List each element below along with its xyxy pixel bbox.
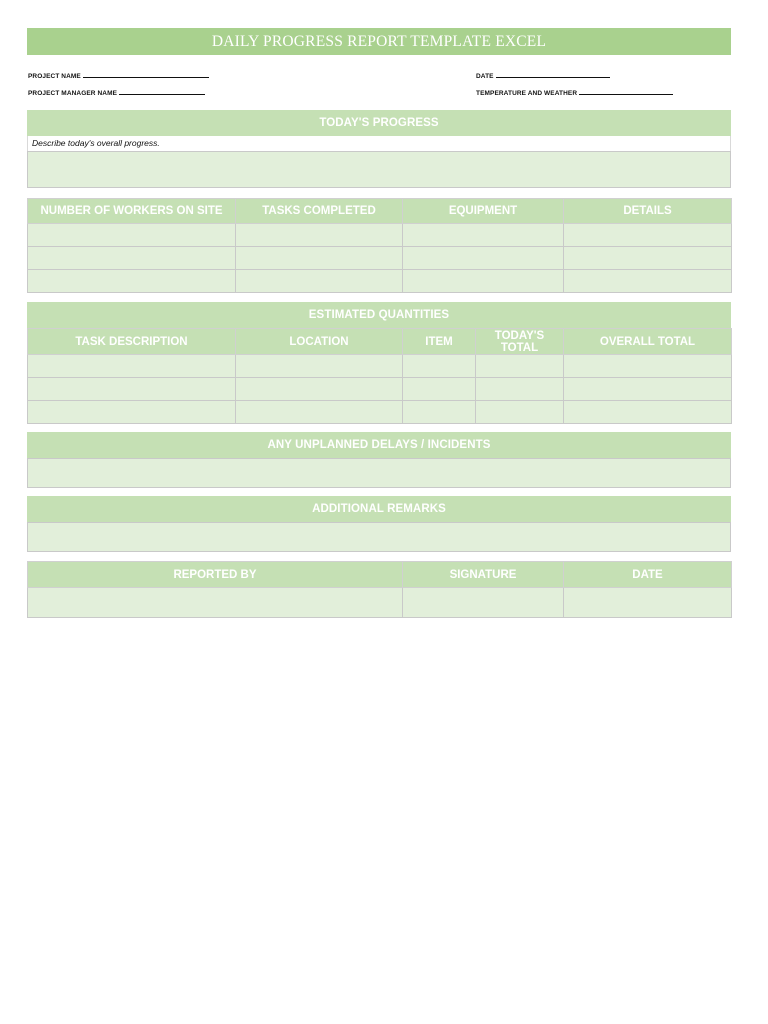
table-cell[interactable] bbox=[564, 224, 732, 247]
table-cell[interactable] bbox=[403, 247, 564, 270]
table-cell[interactable] bbox=[564, 401, 732, 424]
table-cell[interactable] bbox=[403, 378, 476, 401]
project-manager-field[interactable] bbox=[28, 88, 205, 97]
col-signature: SIGNATURE bbox=[403, 562, 564, 588]
table-cell[interactable] bbox=[403, 224, 564, 247]
col-task-description: TASK DESCRIPTION bbox=[28, 329, 236, 355]
estimated-quantities-header: ESTIMATED QUANTITIES bbox=[27, 302, 731, 328]
table-cell[interactable] bbox=[28, 355, 236, 378]
col-tasks-completed: TASKS COMPLETED bbox=[236, 199, 403, 224]
estimated-quantities-table bbox=[27, 328, 732, 424]
table-cell[interactable] bbox=[236, 224, 403, 247]
estimated-quantities-section bbox=[27, 302, 731, 424]
report-title: DAILY PROGRESS REPORT TEMPLATE EXCEL bbox=[27, 28, 731, 55]
table-row bbox=[28, 588, 732, 618]
table-cell[interactable] bbox=[564, 355, 732, 378]
project-name-blank[interactable] bbox=[83, 71, 209, 78]
todays-progress-header: TODAY'S PROGRESS bbox=[27, 110, 731, 136]
table-cell[interactable] bbox=[476, 378, 564, 401]
weather-blank[interactable] bbox=[579, 88, 673, 95]
todays-progress-section bbox=[27, 110, 731, 188]
table-row bbox=[28, 270, 732, 293]
table-cell[interactable] bbox=[564, 270, 732, 293]
signoff-table bbox=[27, 561, 732, 618]
date-label: DATE bbox=[476, 73, 494, 80]
table-cell[interactable] bbox=[236, 378, 403, 401]
project-manager-label: PROJECT MANAGER NAME bbox=[28, 90, 118, 97]
col-overall-total: OVERALL TOTAL bbox=[564, 329, 732, 355]
project-name-label: PROJECT NAME bbox=[28, 73, 81, 80]
remarks-input[interactable] bbox=[27, 522, 731, 552]
col-equipment: EQUIPMENT bbox=[403, 199, 564, 224]
table-cell[interactable] bbox=[403, 401, 476, 424]
delays-section bbox=[27, 432, 731, 488]
table-cell[interactable] bbox=[28, 378, 236, 401]
table-cell[interactable] bbox=[28, 247, 236, 270]
table-cell[interactable] bbox=[236, 355, 403, 378]
table-cell[interactable] bbox=[564, 378, 732, 401]
date-field[interactable] bbox=[476, 71, 610, 80]
table-cell[interactable] bbox=[476, 355, 564, 378]
table-cell[interactable] bbox=[564, 247, 732, 270]
date-blank[interactable] bbox=[496, 71, 610, 78]
project-manager-blank[interactable] bbox=[119, 88, 205, 95]
col-workers: NUMBER OF WORKERS ON SITE bbox=[28, 199, 236, 224]
col-signoff-date: DATE bbox=[564, 562, 732, 588]
workers-table bbox=[27, 198, 732, 293]
table-row bbox=[28, 224, 732, 247]
reported-by-input[interactable] bbox=[28, 588, 403, 618]
progress-description-input[interactable] bbox=[27, 151, 731, 188]
table-row bbox=[28, 401, 732, 424]
progress-description-prompt: Describe today's overall progress. bbox=[27, 136, 731, 151]
workers-section bbox=[27, 198, 731, 293]
col-location: LOCATION bbox=[236, 329, 403, 355]
signoff-date-input[interactable] bbox=[564, 588, 732, 618]
delays-header: ANY UNPLANNED DELAYS / INCIDENTS bbox=[27, 432, 731, 458]
table-cell[interactable] bbox=[403, 270, 564, 293]
col-todays-total: TODAY'S TOTAL bbox=[476, 329, 564, 355]
delays-input[interactable] bbox=[27, 458, 731, 488]
weather-label: TEMPERATURE AND WEATHER bbox=[476, 90, 578, 97]
weather-field[interactable] bbox=[476, 88, 673, 97]
table-row bbox=[28, 247, 732, 270]
remarks-header: ADDITIONAL REMARKS bbox=[27, 496, 731, 522]
table-cell[interactable] bbox=[236, 270, 403, 293]
col-details: DETAILS bbox=[564, 199, 732, 224]
table-cell[interactable] bbox=[236, 247, 403, 270]
signature-input[interactable] bbox=[403, 588, 564, 618]
table-row bbox=[28, 355, 732, 378]
table-cell[interactable] bbox=[28, 224, 236, 247]
table-cell[interactable] bbox=[403, 355, 476, 378]
col-reported-by: REPORTED BY bbox=[28, 562, 403, 588]
table-row bbox=[28, 378, 732, 401]
table-cell[interactable] bbox=[28, 401, 236, 424]
signoff-section bbox=[27, 561, 731, 618]
table-cell[interactable] bbox=[28, 270, 236, 293]
project-name-field[interactable] bbox=[28, 71, 209, 80]
table-cell[interactable] bbox=[236, 401, 403, 424]
table-cell[interactable] bbox=[476, 401, 564, 424]
col-item: ITEM bbox=[403, 329, 476, 355]
remarks-section bbox=[27, 496, 731, 552]
